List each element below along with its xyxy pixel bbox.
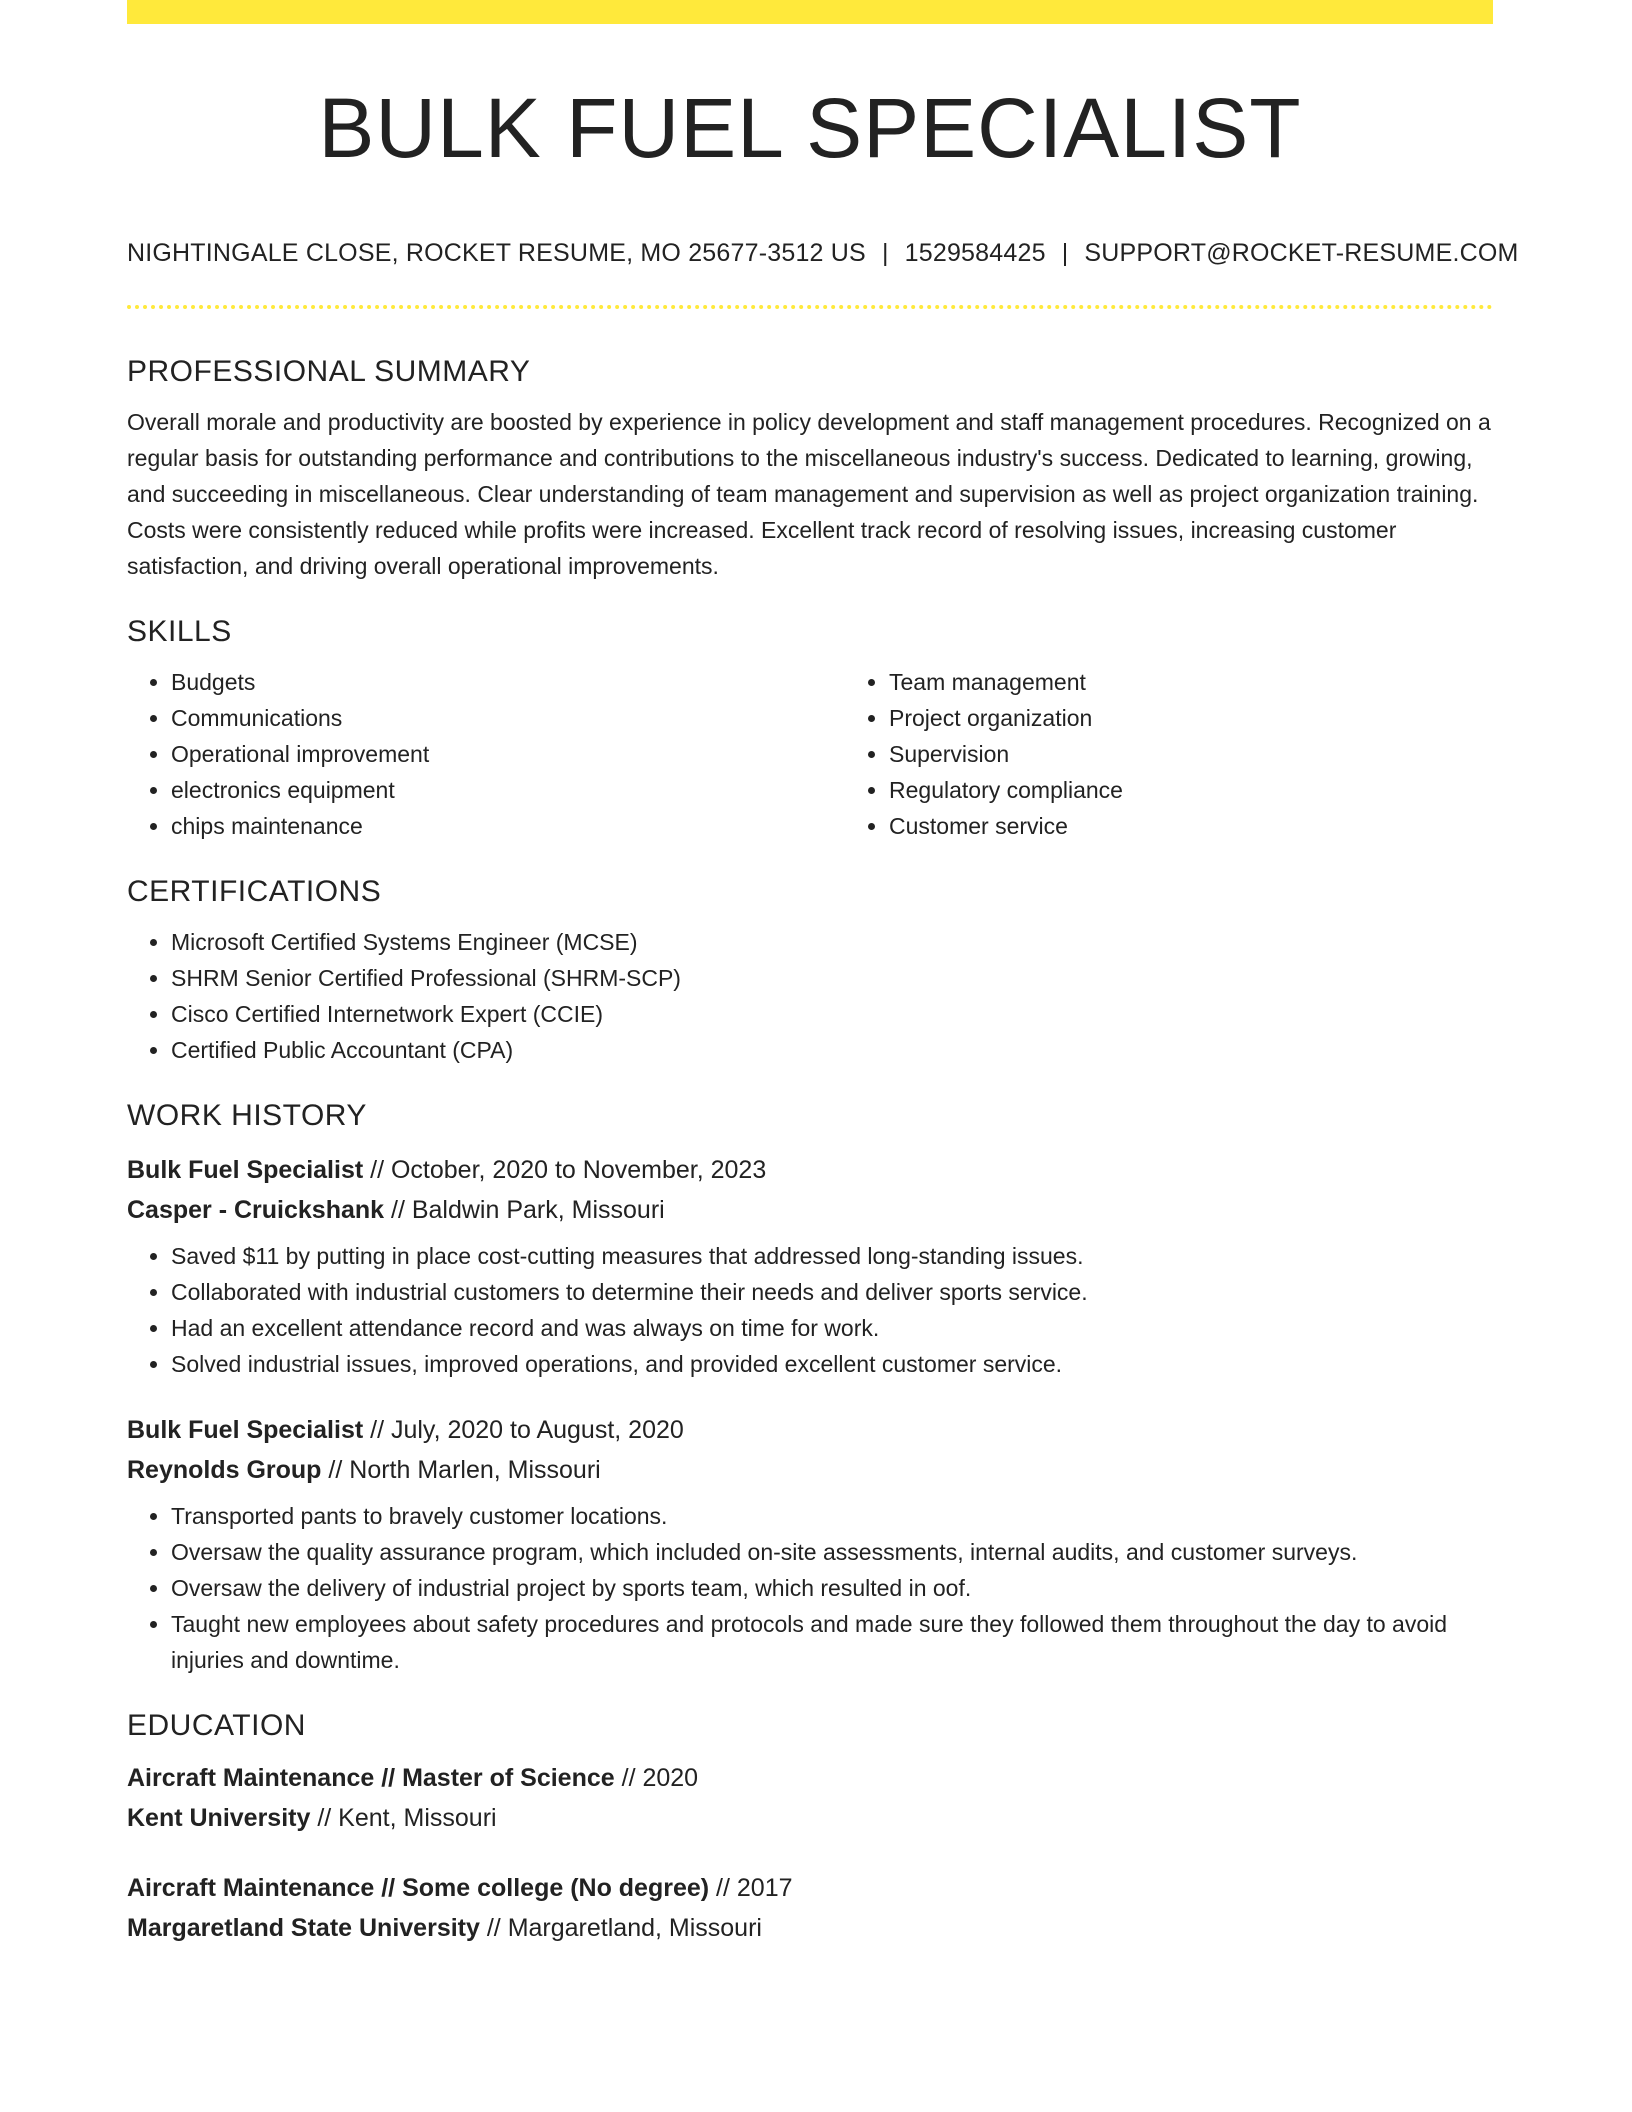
job-bullet: • Solved industrial issues, improved operations, and provided excellent customer service.	[171, 1346, 1493, 1382]
job-bullet: • Transported pants to bravely customer locations.	[171, 1498, 1493, 1534]
contact-separator: |	[881, 239, 889, 267]
education-section	[127, 1704, 1493, 1948]
education-year: // 2020	[621, 1764, 699, 1792]
job-location: // North Marlen, Missouri	[328, 1456, 601, 1484]
work-history-heading: WORK HISTORY	[127, 1099, 367, 1132]
job-bullet: • Saved $11 by putting in place cost-cutting measures that addressed long-standing issues.	[171, 1238, 1493, 1274]
certification-item: • Microsoft Certified Systems Engineer (MCSE)	[171, 924, 1493, 960]
certification-item: • Certified Public Accountant (CPA)	[171, 1032, 1493, 1068]
job-bullet: • Had an excellent attendance record and was always on time for work.	[171, 1310, 1493, 1346]
contact-phone: 1529584425	[904, 239, 1046, 267]
job-company-line	[127, 1450, 1493, 1490]
job-bullets	[127, 1238, 1493, 1382]
education-school-line	[127, 1798, 1493, 1838]
job-title-line	[127, 1410, 1493, 1450]
skill-item: • Communications	[171, 700, 845, 736]
skills-section	[127, 610, 1493, 844]
top-accent-bar	[127, 0, 1493, 24]
certifications-heading: CERTIFICATIONS	[127, 875, 382, 908]
contact-address: NIGHTINGALE CLOSE, ROCKET RESUME, MO 25677-3512 US	[127, 239, 866, 267]
job-bullet: • Oversaw the delivery of industrial project by sports team, which resulted in oof.	[171, 1570, 1493, 1606]
job-title-line	[127, 1150, 1493, 1190]
skill-item: • Team management	[889, 664, 1563, 700]
dotted-divider	[127, 305, 1493, 309]
education-degree-line	[127, 1758, 1493, 1798]
job-entry	[127, 1410, 1493, 1678]
education-degree: Aircraft Maintenance // Master of Science	[127, 1764, 615, 1792]
resume-title: BULK FUEL SPECIALIST	[318, 81, 1302, 175]
skill-item: • Supervision	[889, 736, 1563, 772]
education-year: // 2017	[716, 1874, 793, 1902]
education-entry	[127, 1868, 1493, 1948]
job-title: Bulk Fuel Specialist	[127, 1416, 364, 1444]
education-location: // Kent, Missouri	[317, 1804, 497, 1832]
job-entry	[127, 1150, 1493, 1382]
skills-columns	[127, 654, 1493, 844]
education-heading: EDUCATION	[127, 1709, 306, 1742]
skill-item: • electronics equipment	[171, 772, 845, 808]
resume-content	[127, 350, 1493, 1948]
skill-item: • Budgets	[171, 664, 845, 700]
skill-item: • Regulatory compliance	[889, 772, 1563, 808]
job-location: // Baldwin Park, Missouri	[391, 1196, 665, 1224]
education-school-line	[127, 1908, 1493, 1948]
certification-item: • SHRM Senior Certified Professional (SHRM-SCP)	[171, 960, 1493, 996]
contact-line	[127, 236, 1527, 270]
summary-text: Overall morale and productivity are boosted by experience in policy development and staff management procedures. Recognized on a regular basis for outstanding performance and contributions to the miscellaneous industry's success. Dedicated to learning, growing, and succeeding in miscellaneous. Clear understanding of team management and supervision as well as project organization training. Costs were consistently reduced while profits were increased. Excellent track record of resolving issues, increasing customer satisfaction, and driving overall operational improvements.	[127, 409, 1491, 579]
job-company-line	[127, 1190, 1493, 1230]
job-company: Reynolds Group	[127, 1456, 322, 1484]
skill-item: • Operational improvement	[171, 736, 845, 772]
certifications-list	[127, 924, 1493, 1068]
education-location: // Margaretland, Missouri	[486, 1914, 762, 1942]
summary-section	[127, 350, 1493, 584]
contact-separator: |	[1061, 239, 1069, 267]
job-dates: // July, 2020 to August, 2020	[370, 1416, 684, 1444]
skill-item: • chips maintenance	[171, 808, 845, 844]
job-bullet: • Taught new employees about safety procedures and protocols and made sure they followed them throughout the day to avoid injuries and downtime.	[171, 1606, 1493, 1678]
certification-item: • Cisco Certified Internetwork Expert (CCIE)	[171, 996, 1493, 1032]
work-history-section	[127, 1094, 1493, 1678]
education-degree: Aircraft Maintenance // Some college (No degree)	[127, 1874, 710, 1902]
job-title: Bulk Fuel Specialist	[127, 1156, 364, 1184]
skill-item: • Project organization	[889, 700, 1563, 736]
summary-heading: PROFESSIONAL SUMMARY	[127, 355, 531, 388]
certifications-section	[127, 870, 1493, 1068]
job-bullets	[127, 1498, 1493, 1678]
skills-list-left	[127, 664, 845, 844]
education-school: Margaretland State University	[127, 1914, 480, 1942]
job-dates: // October, 2020 to November, 2023	[370, 1156, 767, 1184]
skills-heading: SKILLS	[127, 615, 232, 648]
education-school: Kent University	[127, 1804, 311, 1832]
job-bullet: • Collaborated with industrial customers to determine their needs and deliver sports service.	[171, 1274, 1493, 1310]
job-company: Casper - Cruickshank	[127, 1196, 385, 1224]
job-bullet: • Oversaw the quality assurance program, which included on-site assessments, internal audits, and customer surveys.	[171, 1534, 1493, 1570]
education-degree-line	[127, 1868, 1493, 1908]
skill-item: • Customer service	[889, 808, 1563, 844]
education-entry	[127, 1758, 1493, 1838]
contact-email: SUPPORT@ROCKET-RESUME.COM	[1084, 239, 1519, 267]
skills-list-right	[845, 664, 1563, 844]
